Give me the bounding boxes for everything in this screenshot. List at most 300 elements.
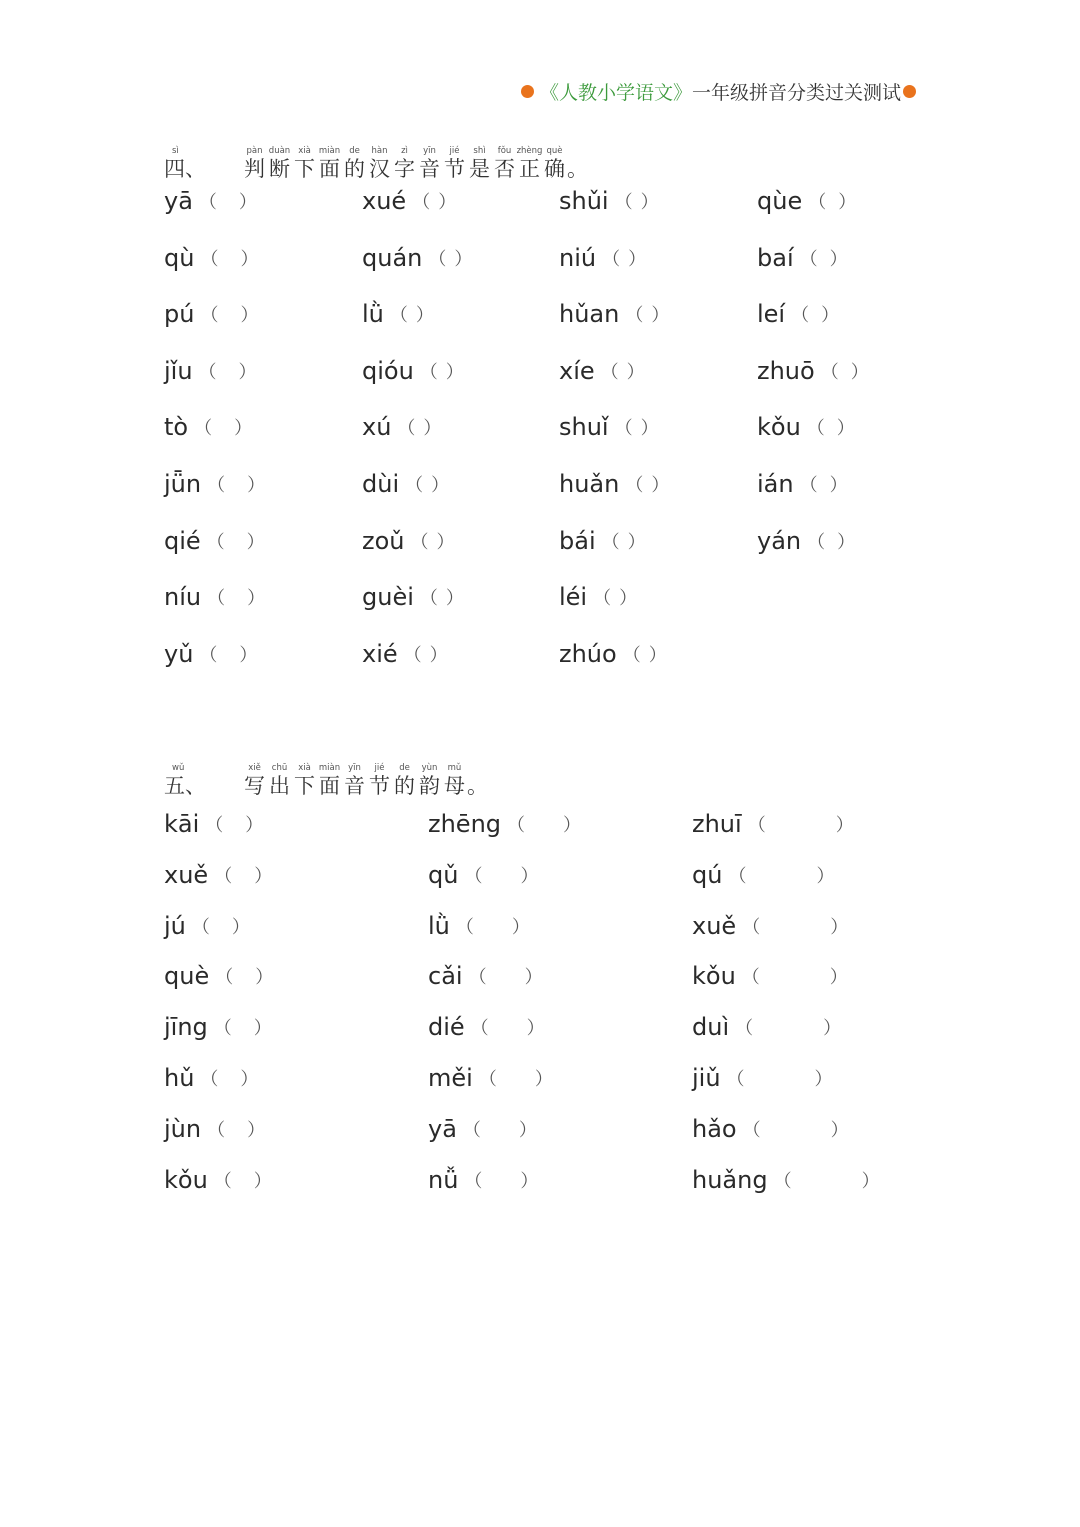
- exercise-item: [757, 413, 855, 441]
- ruby-char: [267, 763, 292, 799]
- exercise-item: [559, 300, 669, 328]
- exercise-item: [428, 1013, 545, 1041]
- open-bracket: （: [741, 967, 760, 989]
- heading-char: 母: [444, 774, 465, 798]
- exercise-item: [362, 357, 464, 385]
- pinyin-annotation: zhèng: [516, 146, 543, 156]
- pinyin-syllable: bái: [559, 526, 596, 555]
- exercise-item: [757, 527, 855, 555]
- close-bracket: ）: [534, 1068, 553, 1090]
- pinyin-annotation: wǔ: [172, 763, 185, 773]
- open-bracket: （: [405, 474, 424, 496]
- heading-char: 四、: [164, 157, 206, 181]
- exercise-item: [692, 1166, 880, 1194]
- open-bracket: （: [468, 967, 487, 989]
- open-bracket: （: [602, 248, 621, 270]
- heading-char: 判: [244, 157, 265, 181]
- heading-char: 五、: [164, 774, 206, 798]
- heading-char: 确: [544, 157, 565, 181]
- heading-char: 下: [294, 157, 315, 181]
- open-bracket: （: [806, 418, 825, 440]
- open-bracket: （: [412, 192, 431, 213]
- close-bracket: ）: [821, 305, 840, 327]
- open-bracket: （: [205, 815, 224, 836]
- close-bracket: ）: [563, 815, 582, 836]
- open-bracket: （: [742, 916, 761, 938]
- close-bracket: ）: [436, 531, 455, 553]
- pinyin-syllable: xué: [362, 187, 407, 215]
- close-bracket: ）: [246, 531, 265, 553]
- close-bracket: ）: [240, 1068, 259, 1090]
- open-bracket: （: [397, 418, 416, 440]
- close-bracket: ）: [245, 815, 264, 836]
- open-bracket: （: [215, 967, 234, 989]
- close-bracket: ）: [861, 1170, 880, 1192]
- pinyin-annotation: miàn: [318, 763, 341, 773]
- open-bracket: （: [389, 305, 408, 327]
- close-bracket: ）: [526, 1018, 545, 1040]
- exercise-item: [559, 413, 659, 441]
- open-bracket: （: [601, 531, 620, 553]
- exercise-item: [362, 244, 472, 272]
- close-bracket: ）: [423, 418, 442, 440]
- close-bracket: ）: [651, 474, 670, 496]
- open-bracket: （: [200, 248, 219, 270]
- close-bracket: ）: [431, 474, 450, 496]
- exercise-item: [164, 470, 265, 498]
- heading-char: 出: [269, 774, 290, 798]
- open-bracket: （: [625, 305, 644, 327]
- heading-char: 的: [344, 157, 365, 181]
- exercise-item: [692, 1064, 833, 1092]
- exercise-item: [164, 583, 265, 611]
- open-bracket: （: [194, 418, 213, 440]
- pinyin-annotation: jié: [449, 146, 460, 156]
- exercise-item: [559, 527, 646, 555]
- exercise-item: [428, 962, 543, 990]
- exercise-item: [692, 912, 848, 940]
- pinyin-annotation: sì: [172, 146, 179, 156]
- close-bracket: ）: [247, 474, 266, 496]
- exercise-item: [559, 187, 659, 215]
- exercise-item: [362, 413, 441, 441]
- close-bracket: ）: [254, 865, 273, 887]
- close-bracket: ）: [240, 248, 259, 270]
- ruby-char: [442, 763, 467, 799]
- heading-char: 节: [369, 774, 390, 798]
- exercise-item: [692, 1013, 841, 1041]
- pinyin-syllable: qié: [164, 526, 201, 555]
- open-bracket: （: [207, 474, 226, 496]
- heading-char: 字: [394, 157, 415, 181]
- close-bracket: ）: [454, 248, 473, 270]
- close-bracket: ）: [520, 1170, 539, 1192]
- ruby-char: [342, 146, 367, 182]
- exercise-item: [164, 527, 265, 555]
- ruby-char: [317, 146, 342, 182]
- close-bracket: ）: [829, 248, 848, 270]
- pinyin-syllable: shuǐ: [559, 413, 609, 442]
- pinyin-syllable: dùi: [362, 469, 400, 498]
- pinyin-annotation: xià: [298, 763, 311, 773]
- ruby-char: [417, 763, 442, 799]
- pinyin-syllable: xuě: [692, 911, 737, 940]
- exercise-item: [559, 583, 637, 611]
- pinyin-syllable: hǔan: [559, 300, 620, 329]
- pinyin-syllable: jiǔ: [692, 1063, 721, 1092]
- header-book-title: 《人教小学语文》: [539, 82, 692, 104]
- pinyin-annotation: shì: [473, 146, 486, 156]
- pinyin-annotation: miàn: [318, 146, 341, 156]
- close-bracket: ）: [640, 192, 659, 213]
- ruby-char: [292, 146, 317, 182]
- open-bracket: （: [207, 1119, 226, 1141]
- open-bracket: （: [200, 305, 219, 327]
- heading-char: 的: [394, 774, 415, 798]
- close-bracket: ）: [520, 865, 539, 887]
- open-bracket: （: [403, 644, 422, 666]
- heading-char: 汉: [369, 157, 390, 181]
- exercise-item: [164, 300, 258, 328]
- pinyin-syllable: qǔ: [428, 860, 459, 889]
- close-bracket: ）: [648, 644, 667, 666]
- open-bracket: （: [206, 531, 225, 553]
- exercise-item: [164, 244, 258, 272]
- exercise-item: [362, 300, 434, 328]
- exercise-item: [164, 187, 257, 215]
- pinyin-syllable: niú: [559, 243, 597, 272]
- open-bracket: （: [464, 865, 483, 887]
- close-bracket: ）: [835, 815, 854, 836]
- pinyin-syllable: yā: [164, 187, 193, 215]
- pinyin-syllable: hǎo: [692, 1114, 737, 1143]
- pinyin-syllable: kāi: [164, 810, 200, 838]
- open-bracket: （: [410, 531, 429, 553]
- exercise-item: [757, 470, 848, 498]
- pinyin-syllable: kǒu: [164, 1165, 208, 1194]
- pinyin-syllable: lǜ: [428, 911, 450, 940]
- pinyin-syllable: huǎng: [692, 1165, 768, 1194]
- close-bracket: ）: [836, 418, 855, 440]
- heading-period: 。: [467, 774, 488, 798]
- pinyin-syllable: dié: [428, 1013, 465, 1042]
- pinyin-syllable: kǒu: [692, 962, 736, 991]
- close-bracket: ）: [524, 967, 543, 989]
- close-bracket: ）: [238, 192, 257, 213]
- close-bracket: ）: [640, 418, 659, 440]
- pinyin-annotation: de: [399, 763, 410, 773]
- orange-dot-icon: [521, 85, 534, 98]
- close-bracket: ）: [255, 967, 274, 989]
- close-bracket: ）: [240, 305, 259, 327]
- open-bracket: （: [614, 418, 633, 440]
- heading-char: 下: [294, 774, 315, 798]
- header-subtitle: 一年级拼音分类过关测试: [691, 82, 901, 104]
- open-bracket: （: [728, 865, 747, 887]
- exercise-item: [164, 640, 257, 668]
- close-bracket: ）: [231, 916, 250, 938]
- pinyin-annotation: pàn: [246, 146, 263, 156]
- pinyin-syllable: ián: [757, 469, 794, 498]
- open-bracket: （: [507, 815, 526, 836]
- ruby-char: [517, 146, 542, 182]
- pinyin-syllable: xíe: [559, 356, 595, 385]
- close-bracket: ）: [830, 1119, 849, 1141]
- exercise-item: [559, 470, 669, 498]
- pinyin-syllable: zhuō: [757, 356, 815, 385]
- ruby-char: [317, 763, 342, 799]
- open-bracket: （: [799, 248, 818, 270]
- exercise-item: [164, 1166, 272, 1194]
- open-bracket: （: [807, 531, 826, 553]
- open-bracket: （: [773, 1170, 792, 1192]
- ruby-char: [242, 763, 267, 799]
- exercise-item: [164, 1115, 265, 1143]
- open-bracket: （: [200, 1068, 219, 1090]
- open-bracket: （: [625, 474, 644, 496]
- pinyin-syllable: níu: [164, 583, 202, 612]
- open-bracket: （: [198, 192, 217, 213]
- pinyin-syllable: shǔi: [559, 187, 609, 215]
- exercise-item: [692, 810, 854, 838]
- exercise-item: [164, 1064, 258, 1092]
- pinyin-syllable: jú: [164, 911, 186, 940]
- pinyin-syllable: xú: [362, 413, 392, 442]
- pinyin-annotation: yīn: [348, 763, 361, 773]
- pinyin-annotation: mǔ: [447, 763, 462, 773]
- close-bracket: ）: [445, 588, 464, 610]
- page-header: [521, 78, 916, 105]
- ruby-char: [392, 146, 417, 182]
- ruby-char: [367, 763, 392, 799]
- open-bracket: （: [214, 865, 233, 887]
- close-bracket: ）: [619, 588, 638, 610]
- exercise-item: [428, 1166, 538, 1194]
- pinyin-annotation: de: [349, 146, 360, 156]
- heading-char: 面: [319, 774, 340, 798]
- open-bracket: （: [462, 1119, 481, 1141]
- ruby-char: [164, 763, 206, 799]
- exercise-item: [757, 300, 839, 328]
- ruby-char: [342, 763, 367, 799]
- exercise-item: [692, 962, 848, 990]
- exercise-item: [692, 1115, 849, 1143]
- exercise-item: [164, 1013, 272, 1041]
- section-5-heading: [164, 755, 488, 799]
- close-bracket: ）: [239, 644, 258, 666]
- pinyin-syllable: jùn: [164, 1114, 202, 1143]
- pinyin-annotation: què: [546, 146, 563, 156]
- close-bracket: ）: [247, 1119, 266, 1141]
- pinyin-syllable: tò: [164, 413, 189, 442]
- pinyin-syllable: qú: [692, 860, 723, 889]
- close-bracket: ）: [415, 305, 434, 327]
- exercise-item: [757, 244, 848, 272]
- pinyin-syllable: pú: [164, 300, 195, 329]
- pinyin-syllable: nǚ: [428, 1165, 459, 1194]
- open-bracket: （: [742, 1119, 761, 1141]
- heading-char: 写: [244, 774, 265, 798]
- pinyin-syllable: jǖn: [164, 469, 202, 498]
- open-bracket: （: [791, 305, 810, 327]
- ruby-char: [417, 146, 442, 182]
- ruby-char: [392, 763, 417, 799]
- open-bracket: （: [198, 361, 217, 383]
- exercise-item: [164, 357, 257, 385]
- close-bracket: ）: [511, 916, 530, 938]
- open-bracket: （: [455, 916, 474, 938]
- close-bracket: ）: [829, 474, 848, 496]
- pinyin-syllable: yǔ: [164, 639, 194, 668]
- ruby-char: [292, 763, 317, 799]
- pinyin-annotation: yùn: [421, 763, 438, 773]
- orange-dot-icon: [903, 85, 916, 98]
- close-bracket: ）: [445, 361, 464, 383]
- ruby-char: [367, 146, 392, 182]
- heading-char: 音: [344, 774, 365, 798]
- pinyin-annotation: xiě: [248, 763, 261, 773]
- open-bracket: （: [428, 248, 447, 270]
- heading-char: 节: [444, 157, 465, 181]
- pinyin-annotation: zì: [401, 146, 408, 156]
- close-bracket: ）: [627, 531, 646, 553]
- pinyin-syllable: lǜ: [362, 300, 384, 329]
- pinyin-syllable: huǎn: [559, 469, 620, 498]
- exercise-item: [692, 861, 834, 889]
- pinyin-syllable: xié: [362, 639, 398, 668]
- ruby-char: [542, 146, 567, 182]
- pinyin-syllable: leí: [757, 300, 786, 329]
- pinyin-syllable: hǔ: [164, 1063, 195, 1092]
- open-bracket: （: [419, 588, 438, 610]
- close-bracket: ）: [518, 1119, 537, 1141]
- close-bracket: ）: [628, 248, 647, 270]
- open-bracket: （: [478, 1068, 497, 1090]
- ruby-char: [267, 146, 292, 182]
- open-bracket: （: [799, 474, 818, 496]
- exercise-item: [362, 187, 456, 215]
- open-bracket: （: [747, 815, 766, 836]
- close-bracket: ）: [253, 1018, 272, 1040]
- exercise-item: [559, 244, 646, 272]
- heading-char: 音: [419, 157, 440, 181]
- pinyin-annotation: duàn: [268, 146, 291, 156]
- open-bracket: （: [622, 644, 641, 666]
- pinyin-annotation: fǒu: [497, 146, 512, 156]
- exercise-item: [428, 810, 581, 838]
- pinyin-syllable: yā: [428, 1114, 457, 1143]
- pinyin-syllable: xuě: [164, 860, 209, 889]
- close-bracket: ）: [830, 916, 849, 938]
- open-bracket: （: [213, 1018, 232, 1040]
- pinyin-syllable: měi: [428, 1063, 473, 1092]
- pinyin-syllable: zoǔ: [362, 526, 405, 555]
- exercise-item: [428, 861, 538, 889]
- exercise-item: [164, 861, 272, 889]
- ruby-char: [164, 146, 206, 182]
- close-bracket: ）: [829, 967, 848, 989]
- exercise-item: [164, 912, 250, 940]
- open-bracket: （: [593, 588, 612, 610]
- heading-char: 是: [469, 157, 490, 181]
- close-bracket: ）: [816, 865, 835, 887]
- pinyin-syllable: qùe: [757, 187, 803, 215]
- ruby-char: [242, 146, 267, 182]
- exercise-item: [559, 640, 667, 668]
- open-bracket: （: [614, 192, 633, 213]
- pinyin-syllable: kǒu: [757, 413, 801, 442]
- pinyin-syllable: jǐu: [164, 356, 193, 385]
- ruby-char: [442, 146, 467, 182]
- exercise-item: [164, 962, 273, 990]
- close-bracket: ）: [850, 361, 869, 383]
- open-bracket: （: [464, 1170, 483, 1192]
- open-bracket: （: [419, 361, 438, 383]
- exercise-item: [164, 810, 263, 838]
- pinyin-syllable: cǎi: [428, 962, 463, 991]
- exercise-item: [362, 640, 448, 668]
- close-bracket: ）: [429, 644, 448, 666]
- close-bracket: ）: [238, 361, 257, 383]
- open-bracket: （: [199, 644, 218, 666]
- heading-char: 面: [319, 157, 340, 181]
- exercise-item: [428, 1115, 537, 1143]
- heading-char: 断: [269, 157, 290, 181]
- exercise-item: [164, 413, 252, 441]
- pinyin-syllable: baí: [757, 243, 794, 272]
- pinyin-annotation: hàn: [371, 146, 388, 156]
- close-bracket: ）: [837, 531, 856, 553]
- close-bracket: ）: [438, 192, 457, 213]
- close-bracket: ）: [823, 1018, 842, 1040]
- ruby-char: [492, 146, 517, 182]
- pinyin-annotation: jié: [374, 763, 385, 773]
- section-4-number: [164, 138, 242, 182]
- pinyin-syllable: jīng: [164, 1013, 208, 1042]
- exercise-item: [428, 1064, 553, 1092]
- close-bracket: ）: [247, 588, 266, 610]
- exercise-item: [362, 470, 449, 498]
- heading-char: 韵: [419, 774, 440, 798]
- open-bracket: （: [735, 1018, 754, 1040]
- ruby-char: [467, 146, 492, 182]
- section-5-number: [164, 755, 242, 799]
- pinyin-syllable: qù: [164, 243, 195, 272]
- pinyin-syllable: zhēng: [428, 810, 502, 838]
- pinyin-annotation: yīn: [423, 146, 436, 156]
- pinyin-syllable: yán: [757, 526, 802, 555]
- exercise-item: [757, 357, 869, 385]
- open-bracket: （: [213, 1170, 232, 1192]
- pinyin-syllable: quán: [362, 243, 423, 272]
- close-bracket: ）: [651, 305, 670, 327]
- open-bracket: （: [207, 588, 226, 610]
- close-bracket: ）: [814, 1068, 833, 1090]
- pinyin-syllable: zhuī: [692, 810, 742, 838]
- pinyin-annotation: chū: [271, 763, 288, 773]
- close-bracket: ）: [253, 1170, 272, 1192]
- open-bracket: （: [808, 192, 827, 213]
- heading-char: 正: [519, 157, 540, 181]
- pinyin-syllable: léi: [559, 583, 588, 612]
- exercise-item: [428, 912, 530, 940]
- open-bracket: （: [820, 361, 839, 383]
- heading-period: 。: [567, 157, 588, 181]
- open-bracket: （: [191, 916, 210, 938]
- pinyin-syllable: qióu: [362, 356, 414, 385]
- section-4-heading: [164, 138, 588, 182]
- heading-char: 否: [494, 157, 515, 181]
